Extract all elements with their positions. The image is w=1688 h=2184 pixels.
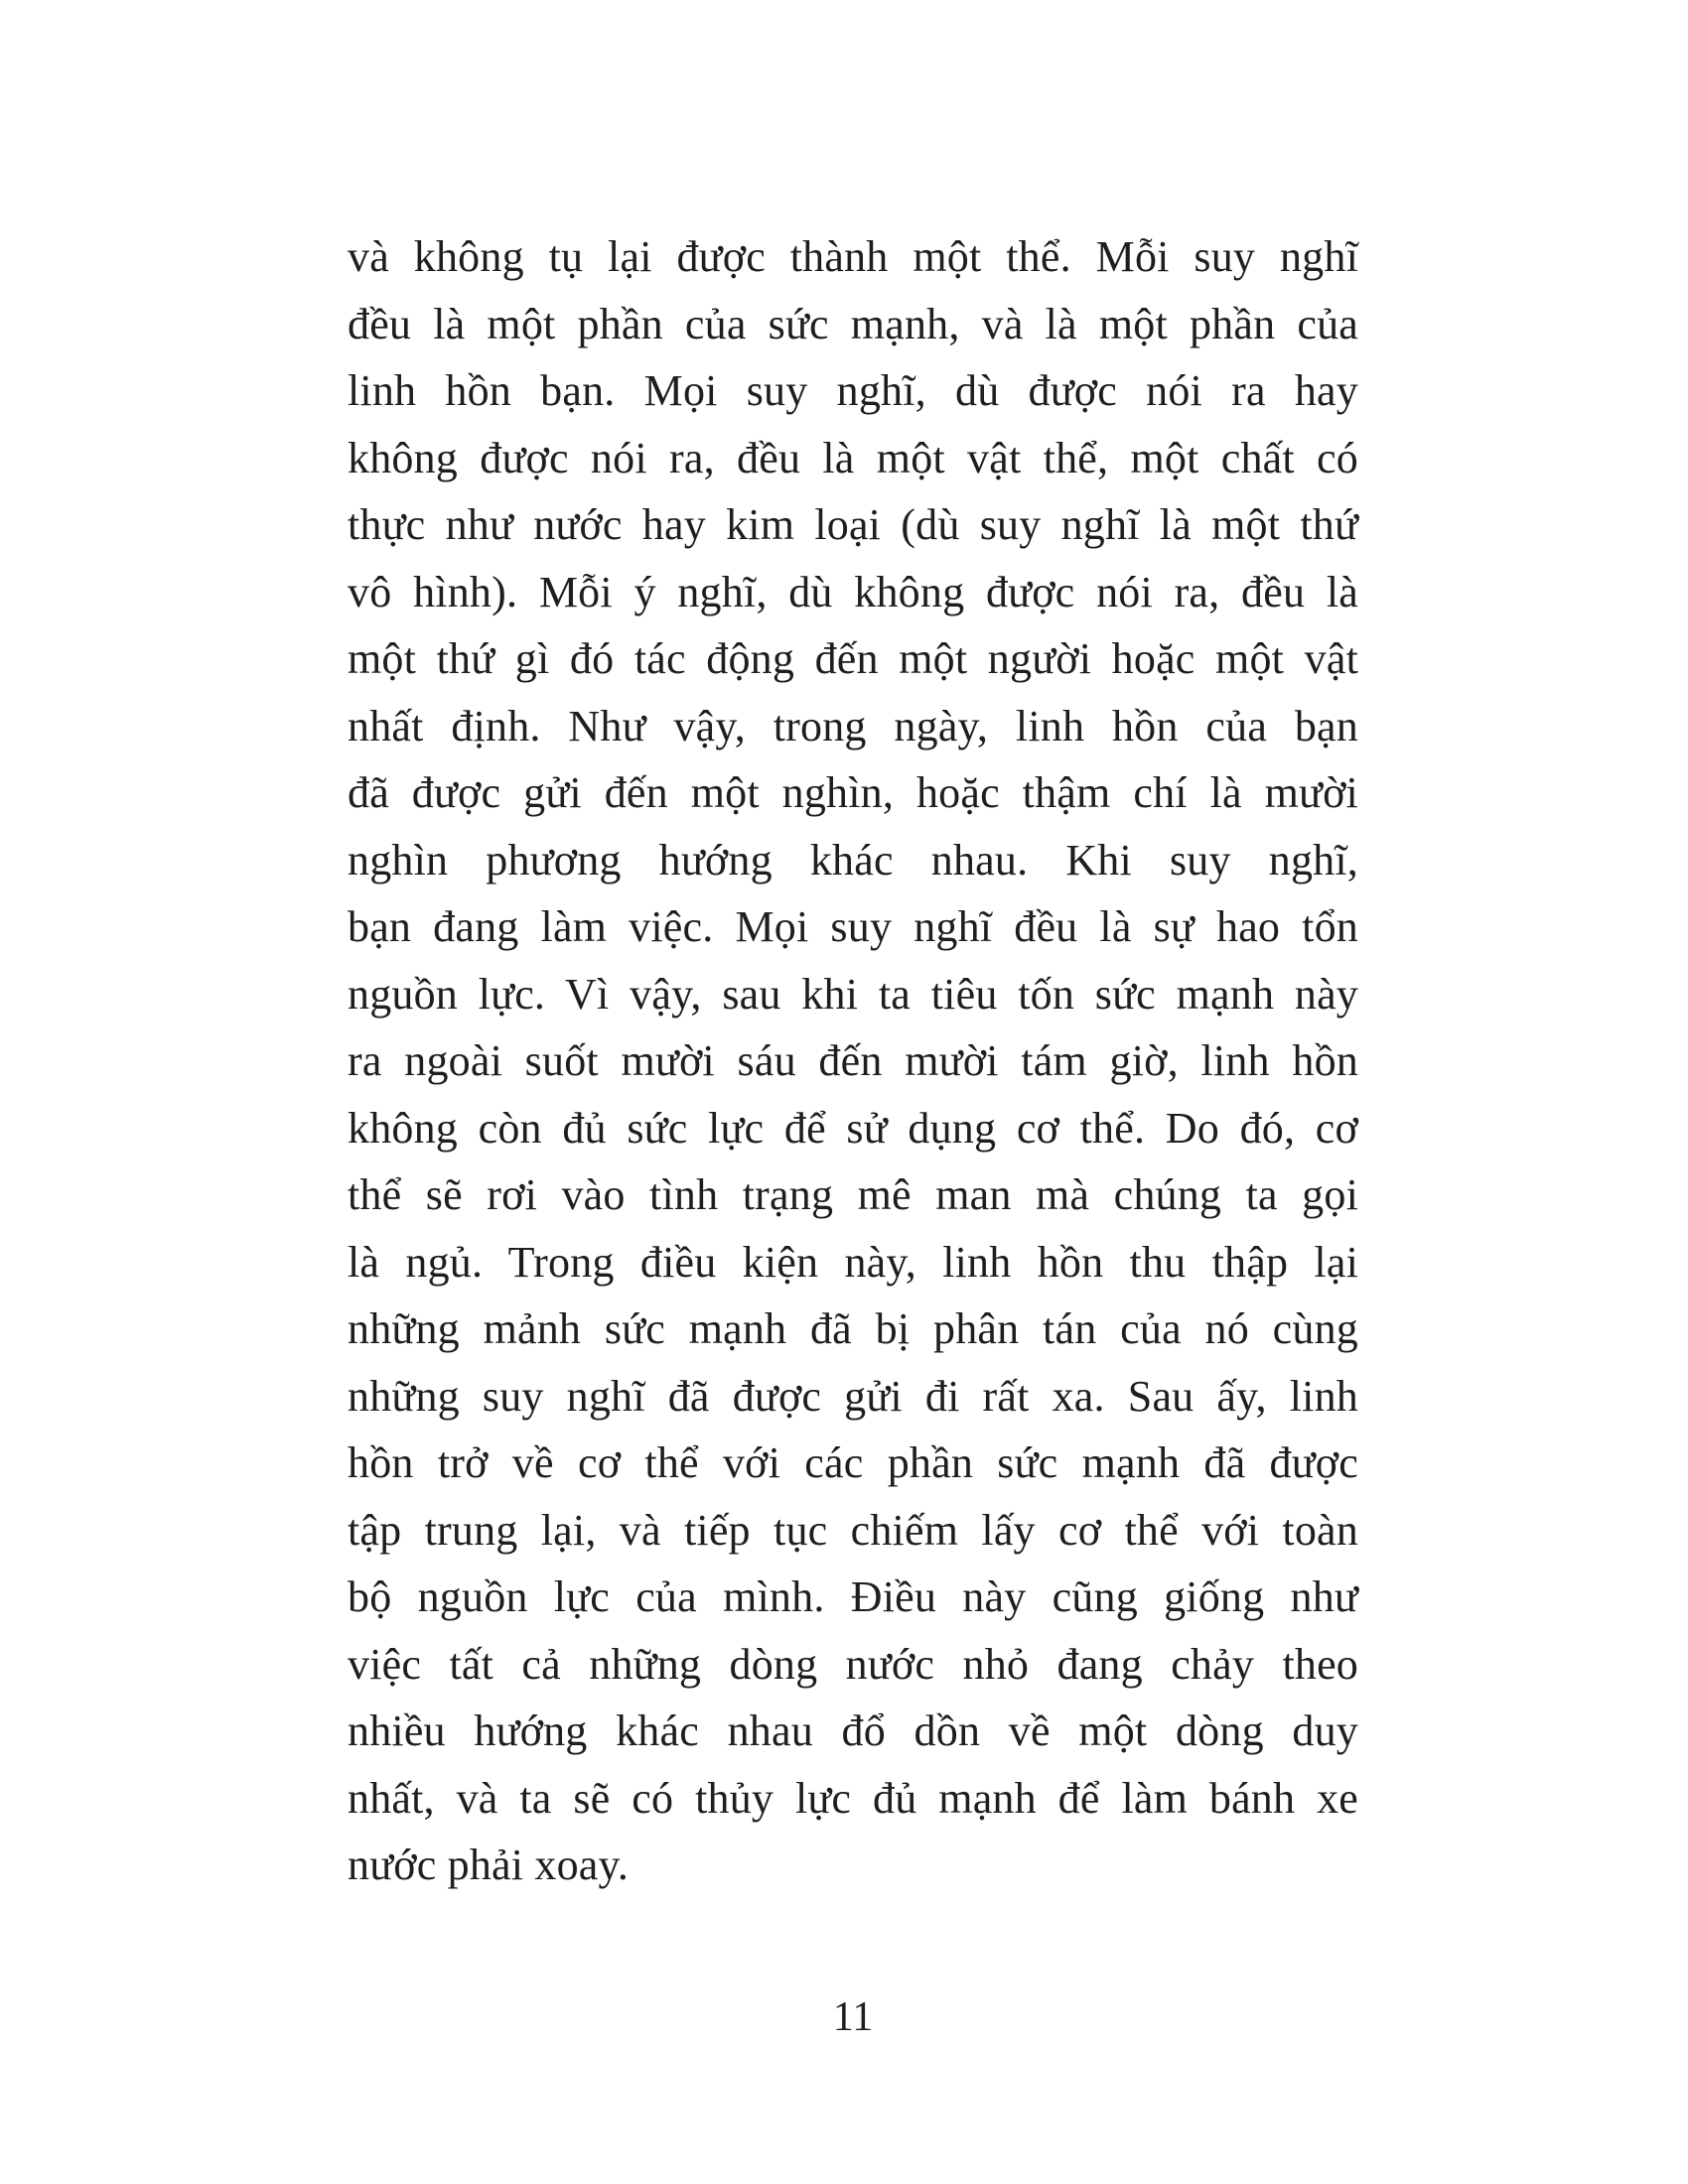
text-line: đều là một phần của sức mạnh, và là một phần của	[348, 299, 1358, 348]
text-line: không còn đủ sức lực để sử dụng cơ thể. Do đó, cơ	[348, 1103, 1358, 1153]
text-line: tập trung lại, và tiếp tục chiếm lấy cơ thể với toàn	[348, 1505, 1358, 1555]
text-line: nhiều hướng khác nhau đổ dồn về một dòng duy	[348, 1706, 1358, 1755]
text-line: nguồn lực. Vì vậy, sau khi ta tiêu tốn sức mạnh này	[348, 969, 1358, 1019]
text-line: và không tụ lại được thành một thể. Mỗi suy nghĩ	[348, 232, 1358, 281]
text-line: là ngủ. Trong điều kiện này, linh hồn thu thập lại	[348, 1237, 1358, 1287]
text-line-last: nước phải xoay.	[348, 1841, 630, 1889]
text-line: bạn đang làm việc. Mọi suy nghĩ đều là sự hao tổn	[348, 902, 1358, 951]
text-line: ra ngoài suốt mười sáu đến mười tám giờ, linh hồn	[348, 1036, 1358, 1085]
text-line: đã được gửi đến một nghìn, hoặc thậm chí là mười	[348, 768, 1358, 817]
text-line: nghìn phương hướng khác nhau. Khi suy nghĩ,	[348, 835, 1358, 885]
page-number: 11	[832, 1994, 874, 2040]
text-line: thể sẽ rơi vào tình trạng mê man mà chúng ta gọi	[348, 1170, 1358, 1219]
text-line: bộ nguồn lực của mình. Điều này cũng giống như	[348, 1572, 1358, 1621]
text-line: những suy nghĩ đã được gửi đi rất xa. Sau ấy, linh	[348, 1371, 1358, 1421]
text-line: một thứ gì đó tác động đến một người hoặc một vật	[348, 634, 1358, 683]
text-line: những mảnh sức mạnh đã bị phân tán của nó cùng	[348, 1304, 1358, 1353]
text-line: thực như nước hay kim loại (dù suy nghĩ là một thứ	[348, 500, 1358, 549]
text-line: nhất, và ta sẽ có thủy lực đủ mạnh để làm bánh xe	[348, 1773, 1358, 1823]
text-line: không được nói ra, đều là một vật thể, một chất có	[348, 433, 1358, 482]
text-line: hồn trở về cơ thể với các phần sức mạnh đã được	[348, 1438, 1358, 1487]
body-text	[348, 223, 1358, 1899]
text-line: việc tất cả những dòng nước nhỏ đang chảy theo	[348, 1639, 1358, 1689]
text-line: linh hồn bạn. Mọi suy nghĩ, dù được nói ra hay	[348, 366, 1358, 415]
text-line: nhất định. Như vậy, trong ngày, linh hồn của bạn	[348, 701, 1358, 751]
text-line: vô hình). Mỗi ý nghĩ, dù không được nói ra, đều là	[348, 567, 1358, 616]
